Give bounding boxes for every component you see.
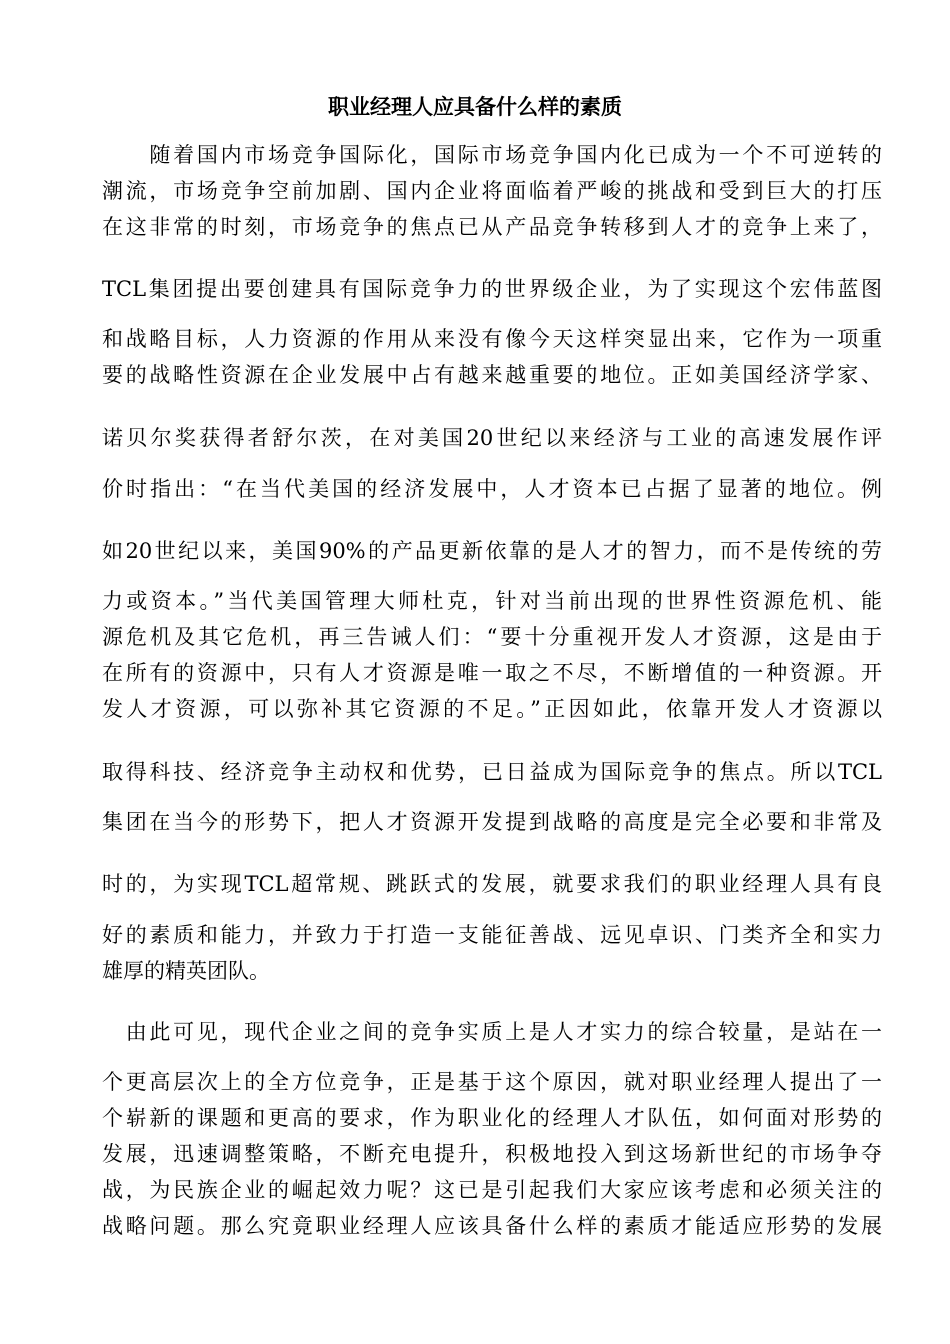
document-title: 职业经理人应具备什么样的素质 bbox=[328, 94, 622, 119]
body-line-12: 在所有的资源中，只有人才资源是唯一取之不尽，不断增值的一种资源。开 bbox=[102, 661, 882, 685]
body-line-13: 发人才资源，可以弥补其它资源的不足。”正因如此，依靠开发人才资源以 bbox=[102, 697, 882, 721]
body-line-2: 潮流，市场竞争空前加剧、国内企业将面临着严峻的挑战和受到巨大的打压 bbox=[102, 179, 882, 203]
body-line-19: 由此可见，现代企业之间的竞争实质上是人才实力的综合较量，是站在一 bbox=[102, 1020, 882, 1044]
body-line-11: 源危机及其它危机，再三告诫人们：“要十分重视开发人才资源，这是由于 bbox=[102, 625, 882, 649]
body-line-1: 随着国内市场竞争国际化，国际市场竞争国内化已成为一个不可逆转的 bbox=[102, 143, 882, 167]
body-line-6: 要的战略性资源在企业发展中占有越来越重要的地位。正如美国经济学家、 bbox=[102, 363, 882, 387]
body-line-23: 战，为民族企业的崛起效力呢？这已是引起我们大家应该考虑和必须关注的 bbox=[102, 1178, 882, 1202]
body-line-14: 取得科技、经济竞争主动权和优势，已日益成为国际竞争的焦点。所以TCL bbox=[102, 760, 882, 784]
body-line-10: 力或资本。”当代美国管理大师杜克，针对当前出现的世界性资源危机、能 bbox=[102, 589, 882, 613]
body-line-9: 如20世纪以来，美国90%的产品更新依靠的是人才的智力，而不是传统的劳 bbox=[102, 539, 882, 563]
body-line-20: 个更高层次上的全方位竞争，正是基于这个原因，就对职业经理人提出了一 bbox=[102, 1070, 882, 1094]
body-line-18: 雄厚的精英团队。 bbox=[102, 959, 270, 983]
body-line-8: 价时指出：“在当代美国的经济发展中，人才资本已占据了显著的地位。例 bbox=[102, 477, 882, 501]
body-line-15: 集团在当今的形势下，把人才资源开发提到战略的高度是完全必要和非常及 bbox=[102, 810, 882, 834]
body-line-4: TCL集团提出要创建具有国际竞争力的世界级企业，为了实现这个宏伟蓝图 bbox=[102, 277, 882, 301]
body-line-24: 战略问题。那么究竟职业经理人应该具备什么样的素质才能适应形势的发展 bbox=[102, 1214, 882, 1238]
body-line-22: 发展，迅速调整策略，不断充电提升，积极地投入到这场新世纪的市场争夺 bbox=[102, 1142, 882, 1166]
body-line-3: 在这非常的时刻，市场竞争的焦点已从产品竞争转移到人才的竞争上来了， bbox=[102, 215, 882, 239]
body-line-7: 诺贝尔奖获得者舒尔茨，在对美国20世纪以来经济与工业的高速发展作评 bbox=[102, 426, 882, 450]
body-line-5: 和战略目标，人力资源的作用从来没有像今天这样突显出来，它作为一项重 bbox=[102, 327, 882, 351]
body-line-17: 好的素质和能力，并致力于打造一支能征善战、远见卓识、门类齐全和实力 bbox=[102, 923, 882, 947]
body-line-16: 时的，为实现TCL超常规、跳跃式的发展，就要求我们的职业经理人具有良 bbox=[102, 872, 882, 896]
body-line-21: 个崭新的课题和更高的要求，作为职业化的经理人才队伍，如何面对形势的 bbox=[102, 1106, 882, 1130]
